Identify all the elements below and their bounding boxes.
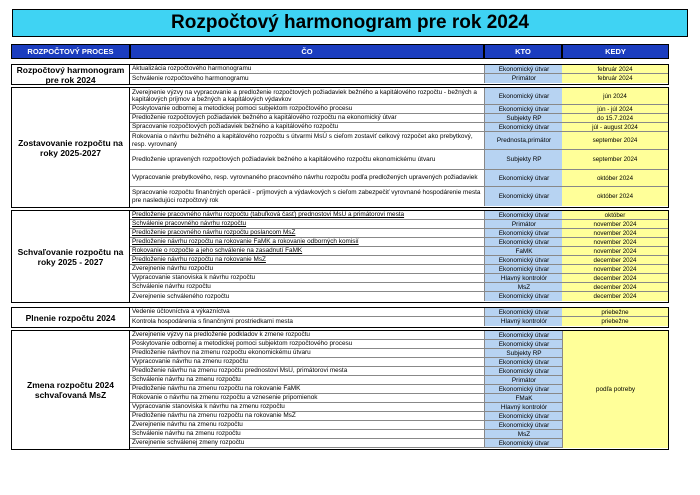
table-row xyxy=(130,187,668,206)
cell-co: Vypracovanie návrhu na zmenu rozpočtu xyxy=(132,358,248,366)
cell-co: Schválenie návrhu na zmenu rozpočtu xyxy=(132,430,241,438)
process-group xyxy=(11,307,669,328)
cell-kto: Ekonomický útvar xyxy=(484,229,564,237)
cell-kto: Hlavný kontrolór xyxy=(484,317,564,326)
cell-kto: Subjekty RP xyxy=(484,114,564,122)
cell-kto: Ekonomický útvar xyxy=(484,256,564,264)
cell-kto: Prednosta,primátor xyxy=(484,132,564,149)
cell-co: Zverejnenie schváleného rozpočtu xyxy=(132,292,230,300)
cell-kto: Primátor xyxy=(484,74,564,83)
cell-kto: Ekonomický útvar xyxy=(484,170,564,186)
cell-co: Aktualizácia rozpočtového harmonogramu xyxy=(132,65,252,73)
cell-co: Zverejnenie návrhu rozpočtu xyxy=(132,265,213,273)
cell-kto: Ekonomický útvar xyxy=(484,292,564,301)
cell-co: Zverejnenie návrhu na zmenu rozpočtu xyxy=(132,421,243,429)
table-row xyxy=(130,229,668,238)
table-row xyxy=(130,317,668,326)
cell-kto: Primátor xyxy=(484,376,564,384)
cell-co: Poskytovanie odbornej a metodickej pomoci subjektom rozpočtového procesu xyxy=(132,340,353,348)
cell-kedy: december 2024 xyxy=(562,283,668,291)
cell-kto: Ekonomický útvar xyxy=(484,123,564,131)
process-group xyxy=(11,64,669,85)
cell-co: Predloženie návrhu na zmenu rozpočtu na rokovanie FaMK xyxy=(132,385,301,393)
cell-kto: Ekonomický útvar xyxy=(484,105,564,113)
table-row xyxy=(130,283,668,292)
cell-kto: MsZ xyxy=(484,430,564,438)
cell-kedy: október 2024 xyxy=(562,170,668,186)
process-group xyxy=(11,87,669,208)
cell-co: Schválenie pracovného návrhu rozpočtu xyxy=(132,220,247,228)
process-group-name: Rozpočtový harmonogram pre rok 2024 xyxy=(12,65,130,84)
cell-kto: Ekonomický útvar xyxy=(484,211,564,219)
cell-kto: Ekonomický útvar xyxy=(484,331,564,339)
cell-kedy: jún 2024 xyxy=(562,88,668,104)
cell-kto: Ekonomický útvar xyxy=(484,238,564,246)
cell-co: Predloženie návrhu na zmenu rozpočtu na rokovanie MsZ xyxy=(132,412,296,420)
process-group xyxy=(11,210,669,303)
cell-kedy: december 2024 xyxy=(562,256,668,264)
table-row xyxy=(130,65,668,74)
cell-kedy: do 15.7.2024 xyxy=(562,114,668,122)
page-title: Rozpočtový harmonogram pre rok 2024 xyxy=(12,9,688,37)
cell-co: Predloženie návrhu rozpočtu na rokovanie MsZ xyxy=(132,256,266,264)
cell-co: Rokovanie o návrhu na zmenu rozpočtu a vznesenie pripomienok xyxy=(132,394,318,402)
cell-kto: Hlavný kontrolór xyxy=(484,274,564,282)
header-kto: KTO xyxy=(484,44,562,59)
cell-co: Rokovania o návrhu bežného a kapitálového rozpočtu s útvarmi MsÚ s cieľom zostaviť celkový rozpočet ako prebytkový, resp. vyrovnaný xyxy=(132,133,473,148)
cell-kedy: február 2024 xyxy=(562,74,668,83)
cell-co: Zverejnenie výzvy na vypracovanie a predloženie rozpočtových požiadaviek bežného a kapitálového rozpočtu - bežných a kapitálových príjmov a bežných a kapitálových výdavkov xyxy=(132,88,477,103)
cell-kto: Primátor xyxy=(484,220,564,228)
cell-kto: Ekonomický útvar xyxy=(484,65,564,73)
table-row xyxy=(130,150,668,170)
process-group-name: Schvaľovanie rozpočtu na roky 2025 - 2027 xyxy=(12,211,130,302)
cell-co: Predloženie rozpočtových požiadaviek bežného a kapitálového rozpočtu na ekonomický útvar xyxy=(132,114,397,122)
header-co: ČO xyxy=(130,44,484,59)
cell-kto: Ekonomický útvar xyxy=(484,308,564,316)
table-row xyxy=(130,211,668,220)
cell-co: Vypracovanie prebytkového, resp. vyrovnaného pracovného návrhu rozpočtu podľa predložených upravených požiadaviek xyxy=(132,174,478,182)
cell-kedy: november 2024 xyxy=(562,220,668,228)
header-kedy: KEDY xyxy=(562,44,669,59)
table-row xyxy=(130,114,668,123)
cell-kedy: február 2024 xyxy=(562,65,668,73)
table-row xyxy=(130,74,668,83)
table-row xyxy=(130,170,668,187)
cell-kto: Ekonomický útvar xyxy=(484,265,564,273)
table-row xyxy=(130,105,668,114)
table-row xyxy=(130,88,668,105)
cell-co: Vypracovanie stanoviska k návrhu na zmenu rozpočtu xyxy=(132,403,285,411)
table-row xyxy=(130,274,668,283)
cell-kedy: október xyxy=(562,211,668,219)
table-row xyxy=(130,292,668,301)
cell-kto: Ekonomický útvar xyxy=(484,412,564,420)
cell-kto: Ekonomický útvar xyxy=(484,340,564,348)
cell-kto: Hlavný kontrolór xyxy=(484,403,564,411)
cell-kto: Ekonomický útvar xyxy=(484,367,564,375)
cell-co: Rokovanie o rozpočte a jeho schválenie na zasadnutí FaMK xyxy=(132,247,303,255)
cell-kedy: priebežne xyxy=(562,308,668,316)
cell-kto: MsZ xyxy=(484,283,564,291)
cell-co: Predloženie pracovného návrhu rozpočtu (tabuľková časť) prednostovi MsÚ a primátorovi mesta xyxy=(132,211,405,219)
header-process: ROZPOČTOVÝ PROCES xyxy=(11,44,130,59)
cell-kto: FaMK xyxy=(484,247,564,255)
process-group xyxy=(11,330,669,450)
table-row xyxy=(130,308,668,317)
cell-co: Spracovanie rozpočtu finančných operácií - príjmových a výdavkových s cieľom zabezpečiť vyrovnané hospodárenie mesta pre nasledujúci rozpočtový rok xyxy=(132,189,481,204)
cell-kto: FMaK xyxy=(484,394,564,402)
cell-co: Predloženie návrhov na zmenu rozpočtu ekonomickému útvaru xyxy=(132,349,311,357)
cell-kto: Subjekty RP xyxy=(484,150,564,169)
cell-co: Schválenie návrhu na zmenu rozpočtu xyxy=(132,376,241,384)
table-row xyxy=(130,256,668,265)
cell-co: Zverejnenie schválenej zmeny rozpočtu xyxy=(132,439,245,447)
cell-kedy: priebežne xyxy=(562,317,668,326)
cell-kto: Ekonomický útvar xyxy=(484,421,564,429)
cell-kedy: december 2024 xyxy=(562,274,668,282)
table-row xyxy=(130,238,668,247)
cell-kto: Ekonomický útvar xyxy=(484,88,564,104)
cell-co: Schválenie rozpočtového harmonogramu xyxy=(132,74,249,82)
cell-co: Predloženie upravených rozpočtových požiadaviek bežného a kapitálového rozpočtu ekonomickému útvaru xyxy=(132,155,436,163)
cell-kedy: november 2024 xyxy=(562,247,668,255)
cell-kto: Subjekty RP xyxy=(484,349,564,357)
cell-co: Predloženie návrhu rozpočtu na rokovanie FaMK a rokovanie odborných komisií xyxy=(132,238,359,246)
cell-co: Predloženie pracovného návrhu rozpočtu poslancom MsZ xyxy=(132,229,296,237)
cell-co: Schválenie návrhu rozpočtu xyxy=(132,283,211,291)
cell-co: Poskytovanie odbornej a metodickej pomoci subjektom rozpočtového procesu xyxy=(132,105,353,113)
cell-kto: Ekonomický útvar xyxy=(484,439,564,447)
cell-co: Zverejnenie výzvy na predloženie podkladov k zmene rozpočtu xyxy=(132,331,310,339)
process-group-name: Plnenie rozpočtu 2024 xyxy=(12,308,130,327)
table-row xyxy=(130,132,668,150)
cell-kedy: september 2024 xyxy=(562,132,668,149)
cell-kto: Ekonomický útvar xyxy=(484,358,564,366)
process-group-name: Zmena rozpočtu 2024 schvaľovaná MsZ xyxy=(12,331,130,449)
table-row xyxy=(130,220,668,229)
process-group-name: Zostavovanie rozpočtu na roky 2025-2027 xyxy=(12,88,130,207)
cell-kedy: júl - august 2024 xyxy=(562,123,668,131)
cell-kedy: október 2024 xyxy=(562,187,668,206)
cell-co: Kontrola hospodárenia s finančnými prostriedkami mesta xyxy=(132,317,293,325)
cell-kedy: december 2024 xyxy=(562,292,668,301)
cell-co: Spracovanie rozpočtových požiadaviek bežného a kapitálového rozpočtu xyxy=(132,123,339,131)
cell-kedy-merged: podľa potreby xyxy=(562,331,668,448)
cell-kedy: jún - júl 2024 xyxy=(562,105,668,113)
cell-kto: Ekonomický útvar xyxy=(484,385,564,393)
cell-kedy: november 2024 xyxy=(562,265,668,273)
cell-co: Vedenie účtovníctva a výkazníctva xyxy=(132,308,230,316)
cell-co: Predloženie návrhu na zmenu rozpočtu prednostovi MsÚ, primátorovi mesta xyxy=(132,367,348,375)
cell-kto: Ekonomický útvar xyxy=(484,187,564,206)
cell-kedy: november 2024 xyxy=(562,229,668,237)
table-row xyxy=(130,247,668,256)
cell-co: Vypracovanie stanoviska k návrhu rozpočtu xyxy=(132,274,256,282)
cell-kedy: november 2024 xyxy=(562,238,668,246)
table-row xyxy=(130,123,668,132)
cell-kedy: september 2024 xyxy=(562,150,668,169)
table-row xyxy=(130,265,668,274)
